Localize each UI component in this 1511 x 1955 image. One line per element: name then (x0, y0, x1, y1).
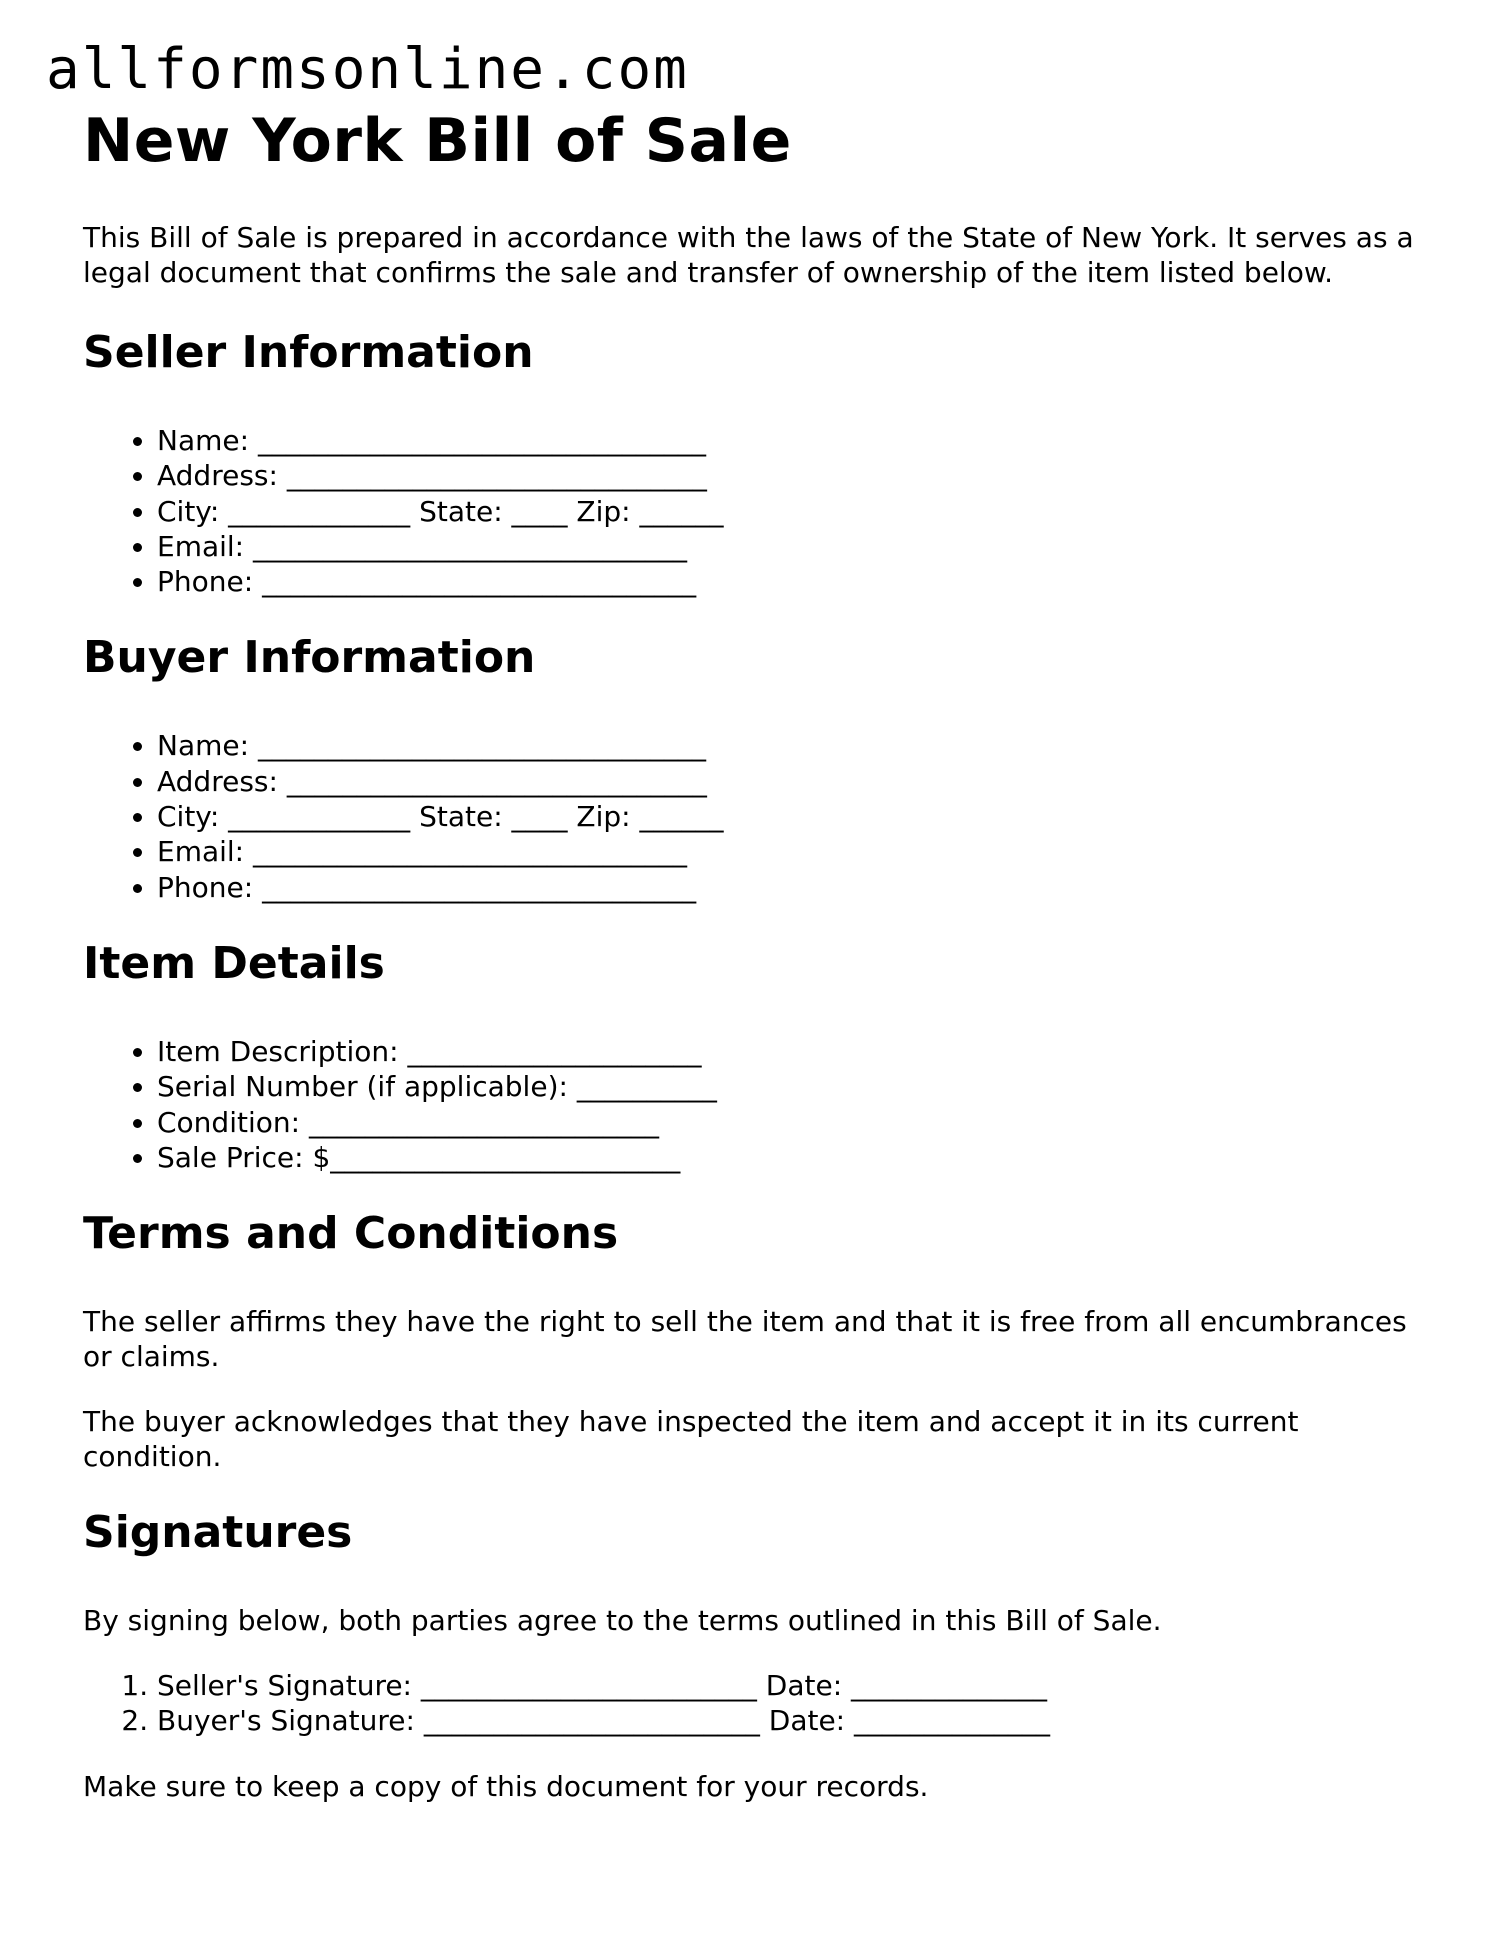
signatures-intro: By signing below, both parties agree to the terms outlined in this Bill of Sale. (83, 1604, 1162, 1638)
terms-buyer-paragraph: The buyer acknowledges that they have inspected the item and accept it in its current condition. (83, 1405, 1299, 1474)
document-page (83, 106, 1443, 1804)
terms-seller-paragraph: The seller affirms they have the right to sell the item and that it is free from all encumbrances or claims. (83, 1305, 1407, 1374)
signatures-heading: Signatures (83, 1507, 353, 1559)
serial-number-field[interactable]: • Serial Number (if applicable): __________ (157, 1069, 1443, 1104)
buyer-signature-line[interactable]: 2. Buyer's Signature: ________________________ Date: ______________ (157, 1703, 1443, 1738)
seller-name-field[interactable]: • Name: ________________________________ (157, 423, 1443, 458)
sale-price-field[interactable]: • Sale Price: $_________________________ (157, 1140, 1443, 1175)
condition-field[interactable]: • Condition: _________________________ (157, 1105, 1443, 1140)
item-heading: Item Details (83, 937, 385, 989)
seller-heading: Seller Information (83, 327, 534, 378)
buyer-city-state-zip-field[interactable]: • City: _____________ State: ____ Zip: ______ (157, 799, 1443, 834)
buyer-fields (83, 728, 1443, 904)
buyer-name-field[interactable]: • Name: ________________________________ (157, 728, 1443, 763)
closing-note: Make sure to keep a copy of this document for your records. (83, 1769, 929, 1803)
item-fields (83, 1034, 1443, 1175)
item-description-field[interactable]: • Item Description: _____________________ (157, 1034, 1443, 1069)
seller-phone-field[interactable]: • Phone: _______________________________ (157, 564, 1443, 599)
seller-fields (83, 423, 1443, 599)
seller-email-field[interactable]: • Email: _______________________________ (157, 529, 1443, 564)
seller-address-field[interactable]: • Address: ______________________________ (157, 458, 1443, 493)
watermark: allformsonline.com (46, 37, 689, 102)
buyer-phone-field[interactable]: • Phone: _______________________________ (157, 870, 1443, 905)
buyer-email-field[interactable]: • Email: _______________________________ (157, 834, 1443, 869)
seller-signature-line[interactable]: 1. Seller's Signature: ________________________ Date: ______________ (157, 1668, 1443, 1703)
seller-city-state-zip-field[interactable]: • City: _____________ State: ____ Zip: ______ (157, 494, 1443, 529)
document-title: New York Bill of Sale (83, 106, 792, 176)
signature-lines (83, 1668, 1443, 1739)
intro-paragraph: This Bill of Sale is prepared in accordance with the laws of the State of New York. It serves as a legal document that confirms the sale and transfer of ownership of the item listed below. (83, 221, 1414, 289)
terms-heading: Terms and Conditions (83, 1208, 619, 1260)
buyer-address-field[interactable]: • Address: ______________________________ (157, 764, 1443, 799)
buyer-heading: Buyer Information (83, 632, 536, 684)
